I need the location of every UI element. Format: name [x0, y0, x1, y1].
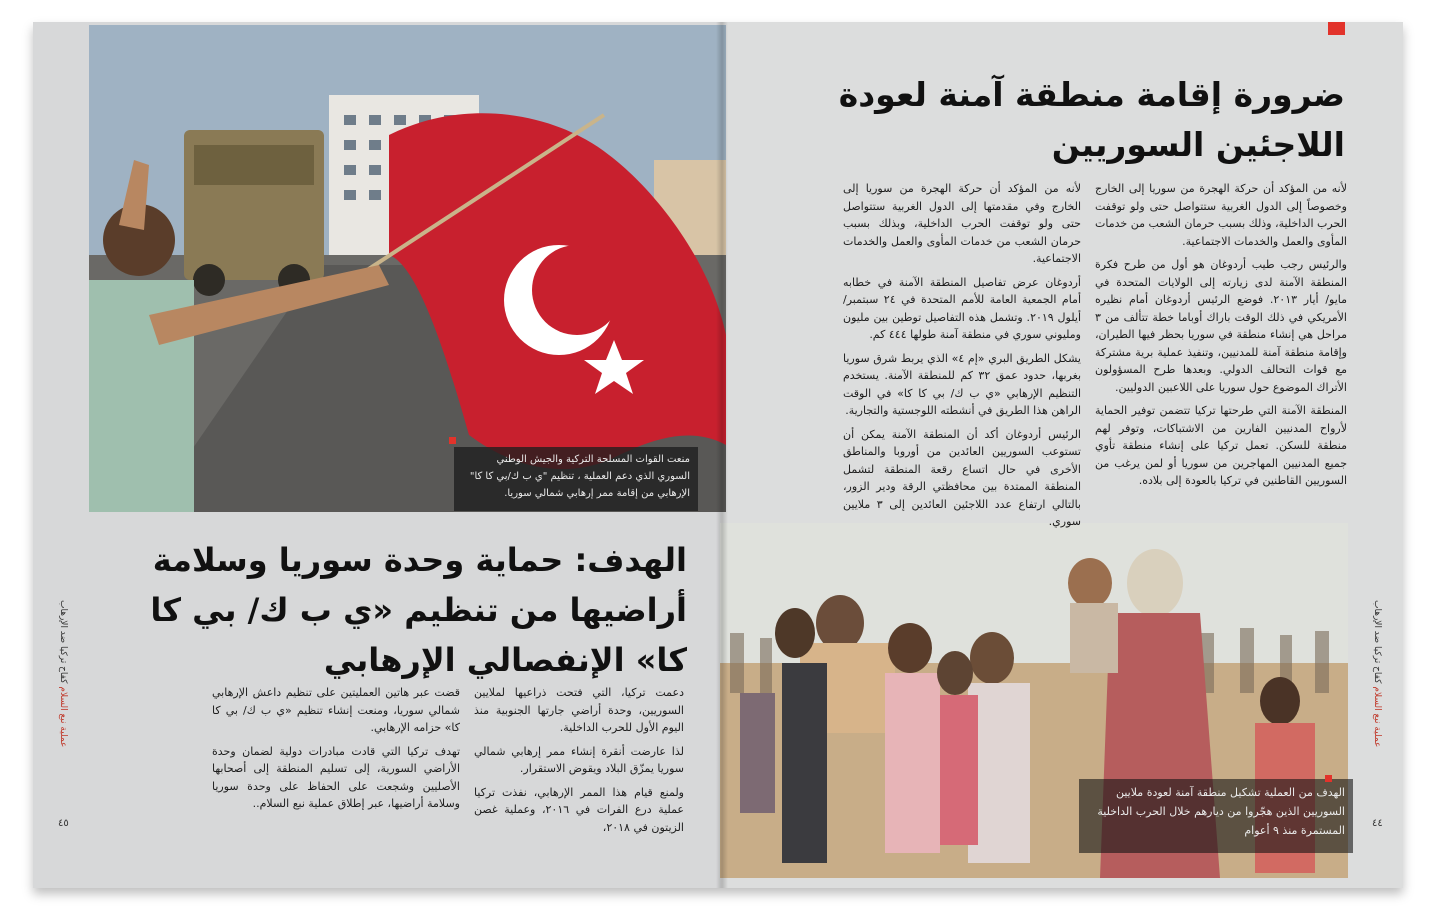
page-number-left: ٤٥	[58, 818, 69, 829]
paragraph: لذا عارضت أنقرة إنشاء ممر إرهابي شمالي سوريا يمزّق البلاد ويقوض الاستقرار.	[474, 744, 684, 775]
caption-marker-bottom	[1325, 775, 1332, 782]
page-number-right: ٤٤	[1372, 818, 1383, 829]
red-corner-tab	[1328, 22, 1345, 35]
side-label-right	[1372, 600, 1382, 747]
left-page-column-left	[212, 684, 460, 819]
right-page-column-left	[843, 180, 1081, 537]
side-label-right-dark: كفاح تركيا ضد الإرهاب	[1372, 600, 1382, 684]
side-label-right-red: عملية نبع السلام	[1372, 686, 1382, 748]
paragraph: يشكل الطريق البري «إم ٤» الذي يربط شرق سوريا بغربها، حدود عمق ٣٢ كم للمنطقة الآمنة. يستخدم التنظيم الإرهابي «ي ب ك/ بي كا كا» في الوقت الراهن هذا الطريق في أنشطته اللوجستية والتجارية.	[843, 351, 1082, 417]
left-page-column-right	[474, 684, 684, 842]
paragraph: لأنه من المؤكد أن حركة الهجرة من سوريا إلى الخارج وفي مقدمتها إلى الدول الغربية ستتواصل حتى ولو توقفت الحرب الداخلية، وبذلك بسبب حرمان الشعب من خدمات المأوى والعمل والخدمات الاجتماعية.	[843, 182, 1081, 265]
paragraph: ولمنع قيام هذا الممر الإرهابي، نفذت تركيا عملية درع الفرات في ٢٠١٦، وعملية غصن الزيتون في ٢٠١٨،	[474, 785, 684, 834]
page-gutter	[716, 22, 728, 888]
side-label-left-red: عملية نبع السلام	[58, 686, 68, 748]
paragraph: تهدف تركيا التي قادت مبادرات دولية لضمان وحدة الأراضي السورية، إلى تسليم المنطقة إلى أصحابها الأصليين وشجعت على الحفاظ على وحدة سوريا وسلامة أراضيها، عبر إطلاق عملية نبع السلام..	[212, 744, 460, 810]
side-label-left-dark: كفاح تركيا ضد الإرهاب	[58, 600, 68, 684]
paragraph: المنطقة الآمنة التي طرحتها تركيا تتضمن توفير الحماية لأرواح المدنيين الفارين من الاشتباكات، وتوفر لهم منطقة للسكن. تعمل تركيا على إنشاء منطقة تأوي جميع المدنيين المهاجرين من سوريا أو لمن يرغب من السوريين القاطنين في تركيا بالعودة إلى بلاده.	[1095, 404, 1347, 487]
side-label-left	[58, 600, 68, 747]
headline-safe-zone: ضرورة إقامة منطقة آمنة لعودة اللاجئين السوريين	[838, 75, 1345, 164]
paragraph: قضت عبر هاتين العمليتين على تنظيم داعش الإرهابي شمالي سوريا، ومنعت إنشاء تنظيم «ي ب ك/ بي كا كا» حزامه الإرهابي.	[212, 686, 460, 734]
right-page-column-right	[1095, 180, 1347, 496]
caption-top-photo: منعت القوات المسلحة التركية والجيش الوطني السوري الذي دعم العملية ، تنظيم "ي ب ك/بي كا كا" الإرهابي من إقامة ممر إرهابي شمالي سوريا.	[454, 447, 698, 511]
photo-boy-with-flag	[89, 25, 726, 512]
caption-bottom-photo: الهدف من العملية تشكيل منطقة آمنة لعودة ملايين السوريين الذين هجّروا من ديارهم خلال الحرب الداخلية المستمرة منذ ٩ أعوام	[1079, 779, 1353, 853]
paragraph: أردوغان عرض تفاصيل المنطقة الآمنة في خطابه أمام الجمعية العامة للأمم المتحدة في ٢٤ سبتمبر/ أيلول ٢٠١٩. وتشمل هذه التفاصيل توطين بين مليون ومليوني سوري في منطقة آمنة طولها ٤٤٤ كم.	[843, 275, 1081, 341]
caption-marker-top	[449, 437, 456, 444]
paragraph: والرئيس رجب طيب أردوغان هو أول من طرح فكرة المنطقة الآمنة لدى زيارته إلى الولايات المتحدة في مايو/ أيار ٢٠١٣. فوضع الرئيس أردوغان أمام نظيره الأمريكي في ذلك الوقت باراك أوباما خطة تتألف من ٣ مراحل هي إنشاء منطقة في سوريا بحظر فيها الطيران، وإقامة منطقة آمنة للمدنيين، وتنفيذ عملية برية مشتركة مع قوات التحالف الدولي. وبعدها طرح المسؤولون الأتراك الموضوع حول سوريا على اللاعبين الدوليين.	[1095, 258, 1348, 394]
photo-boy-with-flag-illustration	[89, 25, 726, 512]
headline-goal: الهدف: حماية وحدة سوريا وسلامة أراضيها من تنظيم «ي ب ك/ بي كا كا» الإنفصالي الإرهابي	[150, 541, 687, 679]
paragraph: دعمت تركيا، التي فتحت ذراعيها لملايين السوريين، وحدة أراضي جارتها الجنوبية منذ اليوم الأول للحرب الداخلية.	[474, 686, 684, 734]
paragraph: الرئيس أردوغان أكد أن المنطقة الآمنة يمكن أن تستوعب السوريين العائدين من أوروبا والمناطق الأخرى في حال اتساع رقعة المنطقة لتشمل المنطقة الممتدة بين محافظتي الرقة ودير الزور، بالتالي ارتفاع عدد اللاجئين العائدين إلى ٣ ملايين سوري.	[843, 427, 1081, 528]
paragraph: لأنه من المؤكد أن حركة الهجرة من سوريا إلى الخارج وخصوصاً إلى الدول الغربية ستتواصل حتى ولو توقفت الحرب الداخلية، وذلك بسبب حرمان الشعب من خدمات المأوى والعمل والخدمات الاجتماعية.	[1095, 182, 1347, 248]
